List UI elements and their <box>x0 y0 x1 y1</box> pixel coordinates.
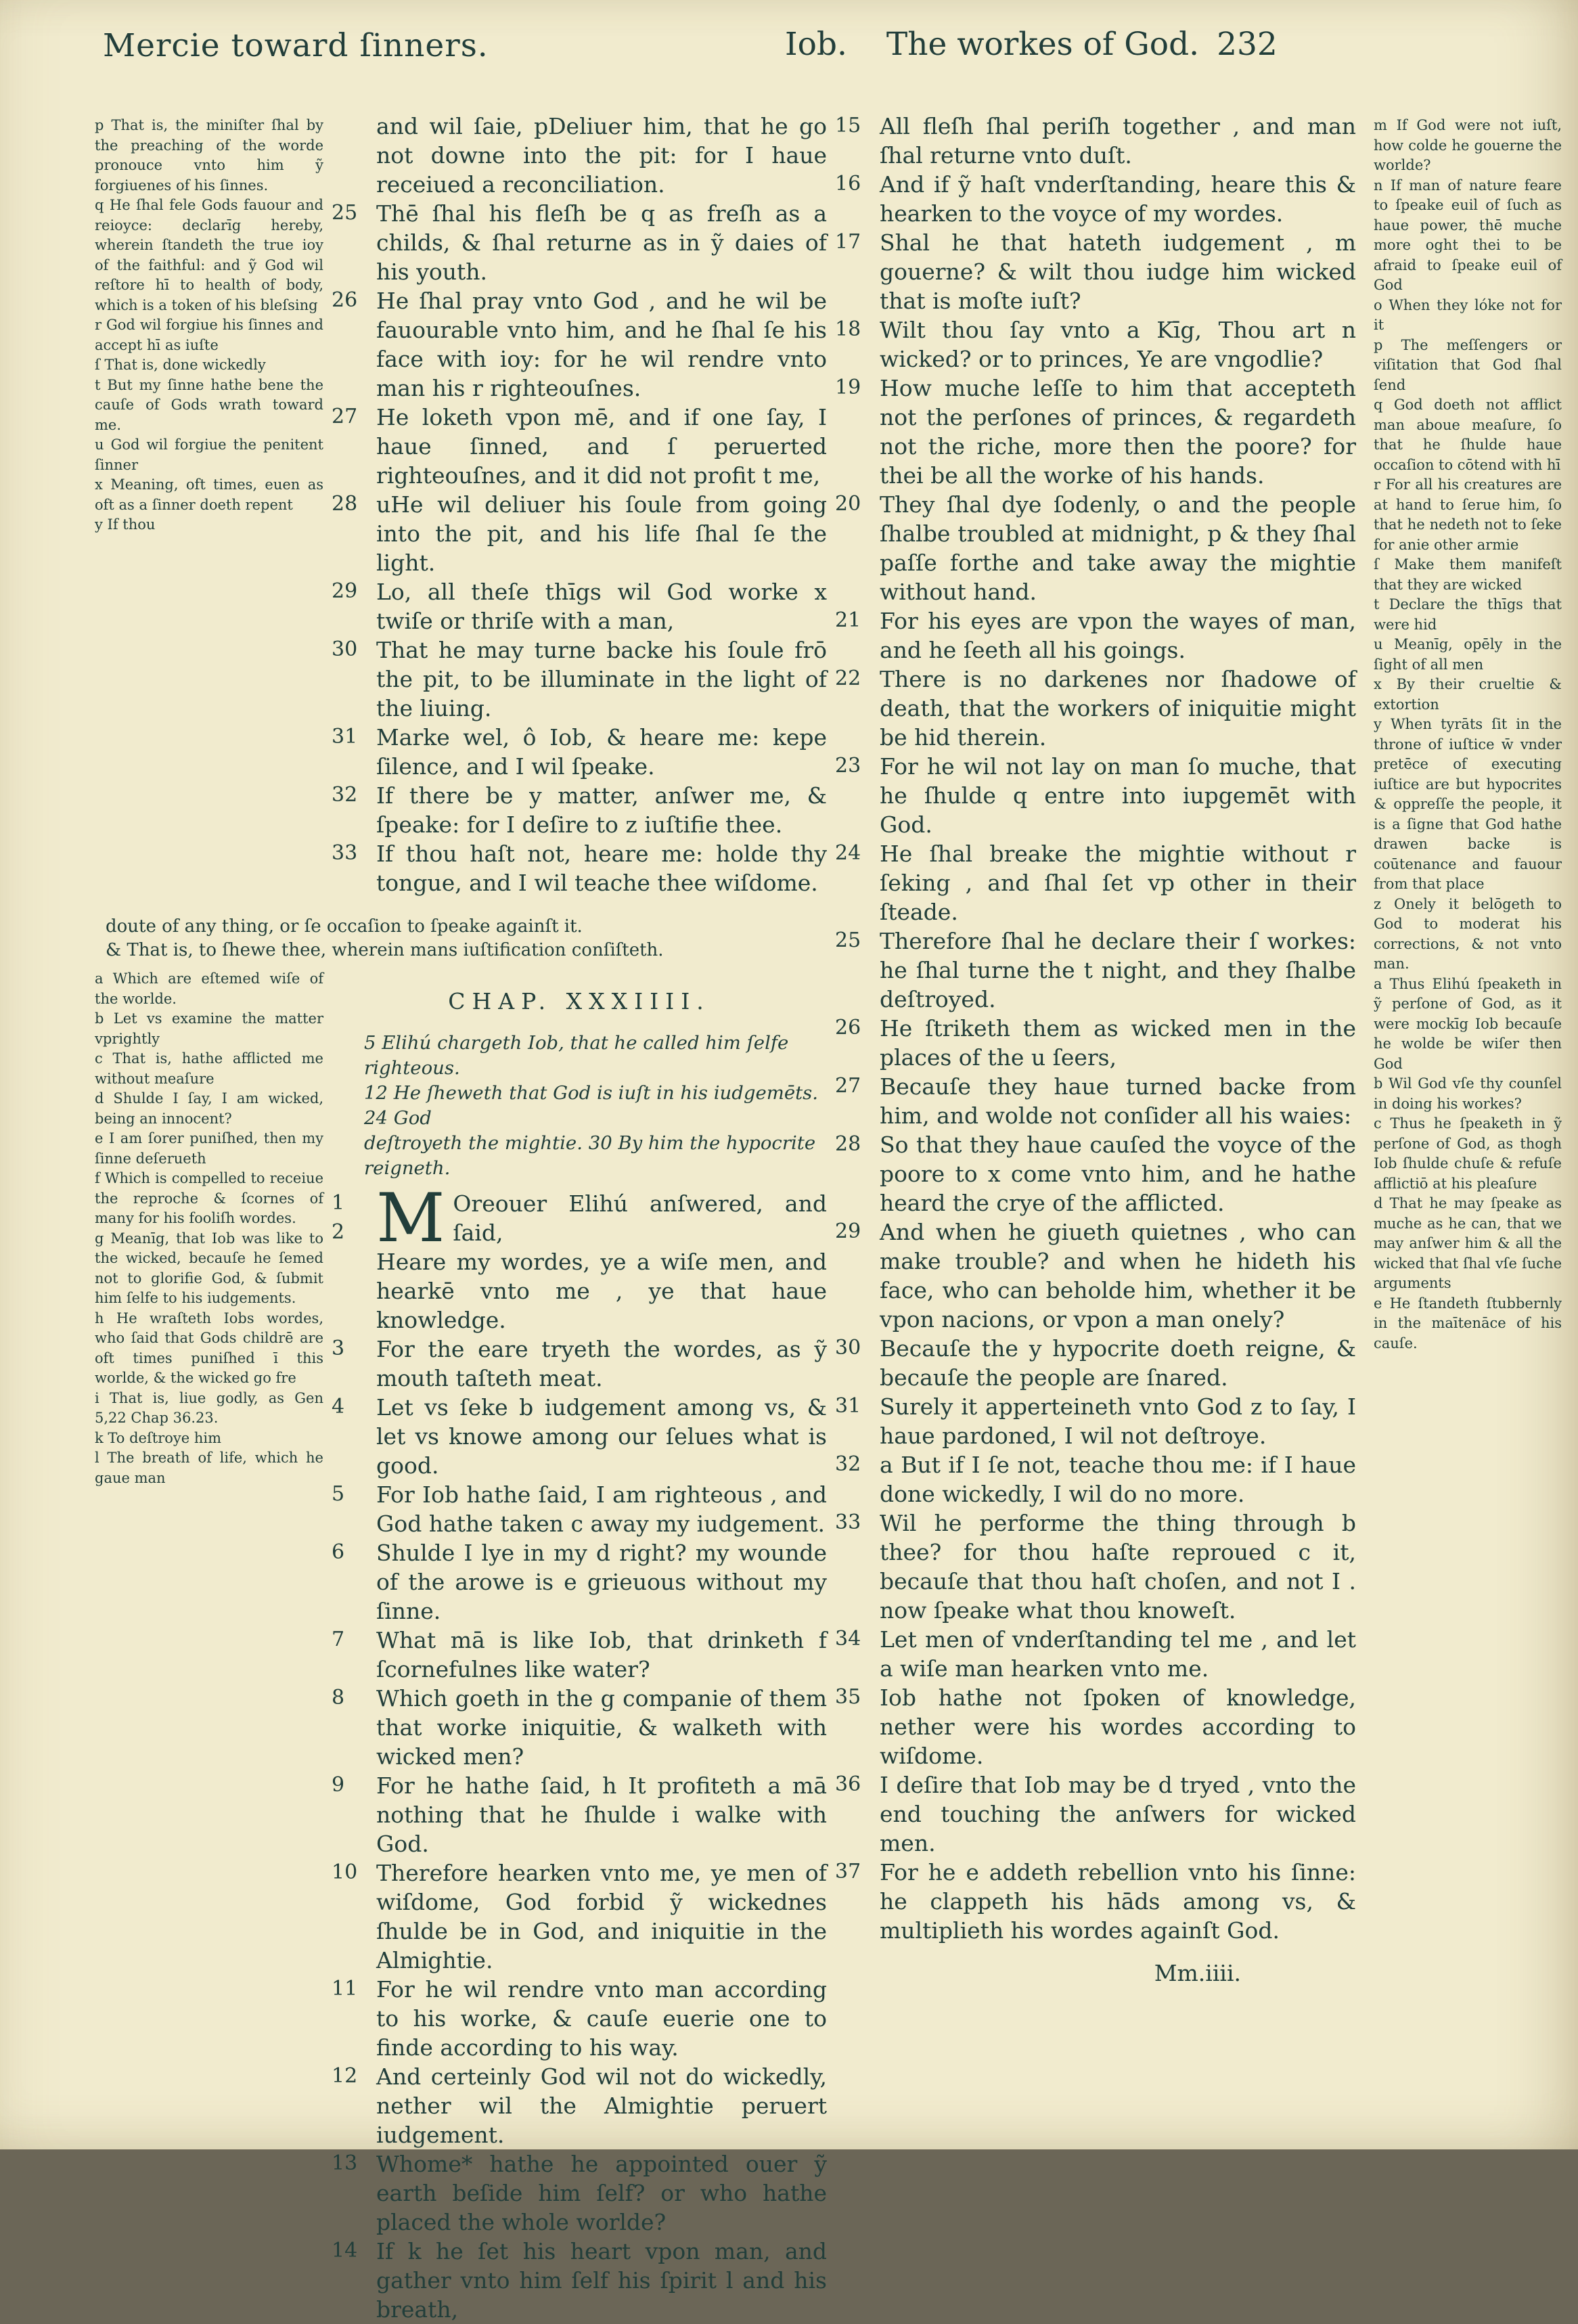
running-head-right <box>785 26 1384 63</box>
margin-note: x By their crueltie & extortion <box>1374 676 1562 713</box>
chapter-argument <box>332 1031 827 1188</box>
verse-text: Oreouer Elihú anſwered, and ſaid, <box>453 1190 827 1246</box>
verse-number: 12 <box>332 2064 358 2088</box>
verse-number: 30 <box>332 638 358 661</box>
margin-note: x Meaning, oft times, euen as oft as a ſinner doeth repent <box>95 476 323 513</box>
verse <box>835 1450 1356 1509</box>
verse-text: If thou haſt not, heare me: holde thy tongue, and I wil teache thee wiſdome. <box>376 841 827 896</box>
verse-number: 27 <box>332 405 358 428</box>
verse-number: 37 <box>835 1860 861 1883</box>
verse-list-ch33 <box>332 199 827 897</box>
verse-text: Whome* hathe he appointed ouer ỹ earth beſide him ſelf? or who hathe placed the whole worlde? <box>376 2151 827 2235</box>
verse-number: 32 <box>332 783 358 807</box>
verse-text: He ſhal breake the mightie without r ſeking , and ſhal ſet vp other in their ſteade. <box>880 841 1356 925</box>
verse-number: 31 <box>332 725 358 748</box>
verse <box>835 1625 1356 1683</box>
verse-numbers <box>332 1189 376 1335</box>
running-head <box>0 0 1578 112</box>
verse <box>835 1392 1356 1450</box>
verse-number: 2 <box>332 1220 345 1244</box>
verse-number: 10 <box>332 1860 358 1884</box>
verse-number: 11 <box>332 1977 358 2001</box>
margin-note: r God wil forgiue his ſinnes and accept hī as iuſte <box>95 317 323 353</box>
verse-text: For the eare tryeth the wordes, as ỹ mouth taſteth meat. <box>376 1336 827 1391</box>
verse-text: And certeinly God wil not do wickedly, nether wil the Almightie peruert iudgement. <box>376 2063 827 2148</box>
margin-note: m If God were not iuſt, how colde he gouerne the worlde? <box>1374 117 1562 173</box>
margin-note: ſ Make them manifeſt that they are wicked <box>1374 556 1562 593</box>
verse <box>835 374 1356 490</box>
verse-text: Therefore hearken vnto me, ye men of wiſdome, God forbid ỹ wickednes ſhulde be in God, and iniquitie in the Almightie. <box>376 1860 827 1973</box>
margin-note: a Which are eſtemed wiſe of the worlde. <box>95 970 323 1007</box>
verse <box>332 577 827 635</box>
margin-note: z Onely it belōgeth to God to moderat his corrections, & not vnto man. <box>1374 895 1562 972</box>
verse <box>332 839 827 897</box>
verse <box>332 635 827 723</box>
verse-number: 21 <box>835 608 861 632</box>
verse-number: 25 <box>835 929 861 952</box>
verse-text: Therefore ſhal he declare their ſ workes: he ſhal turne the t night, and they ſhalbe deſtroyed. <box>880 928 1356 1012</box>
verse <box>332 781 827 839</box>
verse-number: 14 <box>332 2239 358 2262</box>
verse <box>332 1975 827 2062</box>
verse-text: He ſhal pray vnto God , and he wil be fauourable vnto him, and he ſhal ſe his face with ioy: for he wil rendre vnto man his r righteouſnes. <box>376 288 827 401</box>
verse-text: Shal he that hateth iudgement , m gouerne? & wilt thou iudge him wicked that is moſte iuſt? <box>880 229 1356 314</box>
verse-text: Heare my wordes, ye a wiſe men, and hearkē vnto me , ye that haue knowledge. <box>376 1249 827 1333</box>
verse-list-ch34 <box>332 1335 827 2324</box>
verse <box>332 403 827 490</box>
column2 <box>835 112 1356 1986</box>
verse-text: What mā is like Iob, that drinketh f ſcornefulnes like water? <box>376 1627 827 1682</box>
chapter-heading: CHAP. XXXIIII. <box>448 988 711 1014</box>
margin-note: q He ſhal fele Gods fauour and reioyce: declarīg hereby, wherein ſtandeth the true ioy of the faithful: and ỹ God wil reſtore hī to health of body, which is a token of his bleſsing <box>95 197 323 313</box>
verse <box>835 606 1356 665</box>
verse-number: 29 <box>835 1220 861 1243</box>
verse-number: 3 <box>332 1337 345 1360</box>
verse <box>835 1509 1356 1625</box>
verse-text: So that they haue cauſed the voyce of the poore to x come vnto him, and he hathe heard the crye of the afflicted. <box>880 1132 1356 1216</box>
margin-note: t Declare the thīgs that were hid <box>1374 596 1562 633</box>
verse-continuation <box>332 112 827 199</box>
margin-note: u God wil forgiue the penitent ſinner <box>95 437 323 473</box>
verse-number: 5 <box>332 1482 345 1506</box>
chapter-opening <box>332 1180 827 1335</box>
margin-note: e He ſtandeth ſtubbernly in the maītenāce of his cauſe. <box>1374 1295 1562 1351</box>
verse-number: 33 <box>835 1511 861 1534</box>
verse-text: For he hathe ſaid, h It profiteth a mā nothing that he ſhulde i walke with God. <box>376 1772 827 1857</box>
left-margin-notes-lower <box>95 965 323 1488</box>
drop-cap: M <box>376 1180 445 1257</box>
verse-number: 17 <box>835 230 861 254</box>
signature-mark: Mm.iiii. <box>1154 1960 1241 1986</box>
margin-note: r For all his creatures are at hand to ſerue him, ſo that he nedeth not to ſeke for anie other armie <box>1374 476 1562 553</box>
verse-text: and wil ſaie, pDeliuer him, that he go not downe into the pit: for I haue receiued a reconciliation. <box>376 113 827 198</box>
left-margin-notes-upper <box>95 112 323 535</box>
verse-text: Marke wel, ô Iob, & heare me: kepe ſilence, and I wil ſpeake. <box>376 724 827 780</box>
margin-note: h He wraſteth Iobs wordes, who ſaid that Gods childrē are oft times puniſhed ī this worlde, & the wicked go fre <box>95 1310 323 1386</box>
right-margin-notes <box>1364 112 1562 1354</box>
verse <box>835 1770 1356 1858</box>
verse-text: If k he ſet his heart vpon man, and gather vnto him ſelf his ſpirit l and his breath, <box>376 2238 827 2323</box>
verse-number: 24 <box>835 841 861 865</box>
verse <box>835 1683 1356 1770</box>
verse <box>835 1217 1356 1334</box>
verse <box>332 1771 827 1858</box>
verse-number: 35 <box>835 1685 861 1709</box>
verse-number: 28 <box>332 492 358 516</box>
verse-text: Lo, all theſe thīgs wil God worke x twiſe or thriſe with a man, <box>376 579 827 634</box>
verse-list-col2 <box>835 112 1356 1945</box>
verse-number: 7 <box>332 1628 345 1651</box>
verse <box>835 1072 1356 1130</box>
verse-text: Which goeth in the g companie of them that worke iniquitie, & walketh with wicked men? <box>376 1685 827 1770</box>
verse-number: 33 <box>332 841 358 865</box>
verse-text: I deſire that Iob may be d tryed , vnto the end touching the anſwers for wicked men. <box>880 1772 1356 1856</box>
verse-number: 22 <box>835 667 861 690</box>
verse <box>332 199 827 286</box>
margin-note: i That is, liue godly, as Gen 5,22 Chap 36.23. <box>95 1389 323 1426</box>
verse-text: For his eyes are vpon the wayes of man, and he ſeeth all his goings. <box>880 608 1356 663</box>
verse <box>332 2062 827 2149</box>
verse-number: 25 <box>332 201 358 225</box>
opening-text <box>376 1180 827 1335</box>
verse-number: 34 <box>835 1627 861 1651</box>
margin-note: k To deſtroye him <box>95 1429 221 1446</box>
column1-ch33 <box>332 112 827 897</box>
verse-text: uHe wil deliuer his ſoule from going into the pit, and his life ſhal ſe the light. <box>376 491 827 576</box>
verse-text: For he e addeth rebellion vnto his ſinne: he clappeth his hāds among vs, & multiplieth his wordes againſt God. <box>880 1859 1356 1944</box>
margin-note: y When tyrāts ſit in the throne of iuſtice w̄ vnder pretēce of executing iuſtice are but hypocrites & oppreſſe the people, it is a ſigne that God hathe drawen backe is coūtenance and fauour from that place <box>1374 716 1562 892</box>
page-number: 232 <box>1217 26 1278 63</box>
verse-text: All fleſh ſhal periſh together , and man ſhal returne vnto duſt. <box>880 113 1356 169</box>
verse-number: 27 <box>835 1074 861 1098</box>
verse-text: For he wil rendre vnto man according to his worke, & cauſe euerie one to finde according to his way. <box>376 1976 827 2061</box>
verse-number: 23 <box>835 754 861 778</box>
verse <box>835 490 1356 606</box>
verse <box>835 839 1356 926</box>
verse-text: And if ỹ haſt vnderſtanding, heare this & hearken to the voyce of my wordes. <box>880 171 1356 227</box>
verse-number: 31 <box>835 1394 861 1418</box>
verse <box>332 1393 827 1480</box>
verse-text: Iob hathe not ſpoken of knowledge, nether were his wordes according to wiſdome. <box>880 1684 1356 1769</box>
verse-text: And when he giueth quietnes , who can make trouble? and when he hideth his face, who can beholde him, whether it be vpon nacions, or vpon a man onely? <box>880 1219 1356 1333</box>
footnote-line: doute of any thing, or ſe occaſion to ſpeake againſt it. <box>106 916 583 937</box>
margin-note: c That is, hathe afflicted me without meaſure <box>95 1050 323 1087</box>
verse-text: Wilt thou ſay vnto a Kīg, Thou art n wicked? or to princes, Ye are vngodlie? <box>880 317 1356 372</box>
verse-number: 4 <box>332 1395 345 1418</box>
verse-number <box>332 112 376 199</box>
verse <box>835 170 1356 228</box>
verse-text: He loketh vpon mē, and if one ſay, I haue ſinned, and ſ peruerted righteouſnes, and it did not profit t me, <box>376 404 827 489</box>
verse-number: 9 <box>332 1773 345 1797</box>
verse <box>835 1014 1356 1072</box>
margin-note: a Thus Elihú ſpeaketh in ỹ perſone of God, as it were mockīg Iob becauſe he wolde be wiſer then God <box>1374 975 1562 1072</box>
verse-text: Becauſe the y hypocrite doeth reigne, & becauſe the people are ſnared. <box>880 1335 1356 1391</box>
verse-text: He ſtriketh them as wicked men in the places of the u ſeers, <box>880 1015 1356 1071</box>
verse <box>835 752 1356 839</box>
verse-number: 30 <box>835 1336 861 1360</box>
margin-note: p That is, the miniſter ſhal by the preaching of the worde pronouce vnto him ỹ forgiuenes of his ſinnes. <box>95 117 323 194</box>
verse <box>332 1538 827 1626</box>
verse-text: Let men of vnderſtanding tel me , and let a wiſe man hearken vnto me. <box>880 1626 1356 1682</box>
verse-text: Thē ſhal his fleſh be q as freſh as a childs, & ſhal returne as in ỹ daies of his youth. <box>376 200 827 285</box>
margin-note: e I am ſorer puniſhed, then my ſinne deſerueth <box>95 1130 323 1167</box>
verse <box>332 1858 827 1975</box>
verse <box>332 2237 827 2324</box>
verse-text: That he may turne backe his ſoule frō the pit, to be illuminate in the light of the liuing. <box>376 637 827 721</box>
footnote-line: & That is, to ſhewe thee, wherein mans iuſtification conſiſteth. <box>106 940 664 960</box>
footnote-block <box>95 897 827 965</box>
verse-number: 32 <box>835 1452 861 1476</box>
verse <box>835 1858 1356 1945</box>
verse-text: For Iob hathe ſaid, I am righteous , and God hathe taken c away my iudgement. <box>376 1481 827 1537</box>
verse-text: Becauſe they haue turned backe from him, and wolde not conſider all his waies: <box>880 1073 1356 1129</box>
margin-note: y If thou <box>95 516 156 533</box>
verse-text: Shulde I lye in my d right? my wounde of the arowe is e grieuous without my ſinne. <box>376 1540 827 1624</box>
verse <box>332 1335 827 1393</box>
verse-text: There is no darkenes nor ſhadowe of death, that the workers of iniquitie might be hid therein. <box>880 666 1356 751</box>
page-body <box>0 112 1578 2324</box>
margin-note: b Wil God vſe thy counſel in doing his workes? <box>1374 1075 1562 1112</box>
verse <box>332 723 827 781</box>
running-head-left: Mercie toward ſinners. <box>103 27 489 64</box>
margin-note: q God doeth not afflict man aboue meaſure, ſo that he ſhulde haue occaſion to cōtend with hī <box>1374 397 1562 473</box>
verse <box>332 286 827 403</box>
verse <box>332 1684 827 1771</box>
verse <box>332 2149 827 2237</box>
verse-text: Wil he performe the thing through b thee? for thou haſte reproued c it, becauſe that thou haſt choſen, and not I . now ſpeake what thou knoweſt. <box>880 1510 1356 1624</box>
chapter-argument-line: deſtroyeth the mightie. 30 By him the hypocrite reigneth. <box>364 1132 816 1179</box>
margin-note: n If man of nature feare to ſpeake euil of ſuch as haue power, thē muche more oght thei to be afraid to ſpeake euil of God <box>1374 177 1562 293</box>
verse <box>332 1480 827 1538</box>
verse-number: 13 <box>332 2151 358 2175</box>
margin-note: l The breath of life, which he gaue man <box>95 1450 323 1486</box>
verse-number: 8 <box>332 1686 345 1710</box>
verse-number: 28 <box>835 1132 861 1156</box>
right-margin <box>1364 112 1562 1354</box>
verse <box>835 665 1356 752</box>
margin-note: t But my ſinne hathe bene the cauſe of Gods wrath toward me. <box>95 376 323 433</box>
verse-number: 26 <box>332 288 358 312</box>
verse <box>835 1334 1356 1392</box>
verse-text: a But if I ſe not, teache thou me: if I haue done wickedly, I wil do no more. <box>880 1452 1356 1507</box>
verse-number: 18 <box>835 317 861 341</box>
margin-note: o When they lóke not for it <box>1374 296 1562 333</box>
margin-note: f Which is compelled to receiue the reproche & ſcornes of many for his fooliſh wordes. <box>95 1170 323 1226</box>
margin-note: u Meanīg, opēly in the ſight of all men <box>1374 636 1562 673</box>
verse-text: For he wil not lay on man ſo muche, that he ſhulde q entre into iupgemēt with God. <box>880 753 1356 838</box>
verse-number: 19 <box>835 376 861 399</box>
margin-note: d Shulde I ſay, I am wicked, being an innocent? <box>95 1090 323 1127</box>
verse-text: How muche leſſe to him that accepteth not the perſones of princes, & regardeth not the riche, more then the poore? for thei be all the worke of his hands. <box>880 375 1356 489</box>
running-head-book: Iob. <box>785 26 847 63</box>
verse-number: 1 <box>332 1191 345 1215</box>
chapter-argument-line: 5 Elihú chargeth Iob, that he called him ſelfe righteous. <box>364 1032 789 1079</box>
verse <box>835 228 1356 315</box>
margin-note: b Let vs examine the matter vprightly <box>95 1010 323 1047</box>
verse <box>835 926 1356 1014</box>
verse-number: 26 <box>835 1016 861 1040</box>
verse-text: They ſhal dye ſodenly, o and the people ſhalbe troubled at midnight, p & they ſhal paſſe forthe and take away the mightie without hand. <box>880 491 1356 605</box>
verse-number: 15 <box>835 114 861 137</box>
verse-number: 16 <box>835 172 861 196</box>
margin-note: p The meſſengers or viſitation that God ſhal ſend <box>1374 336 1562 393</box>
verse <box>835 315 1356 374</box>
margin-note: g Meanīg, that Iob was like to the wicked, becauſe he ſemed not to glorifie God, & ſubmit him ſelfe to his iudgements. <box>95 1230 323 1306</box>
verse-number: 36 <box>835 1772 861 1796</box>
verse-text: Surely it apperteineth vnto God z to ſay, I haue pardoned, I wil not deſtroye. <box>880 1393 1356 1449</box>
chapter-argument-line: 12 He ſheweth that God is iuſt in his iudgemēts. 24 God <box>364 1082 819 1129</box>
verse <box>332 1626 827 1684</box>
margin-note: c Thus he ſpeaketh in ỹ perſone of God, as thogh Iob ſhulde chuſe & refuſe afflictiō at his pleaſure <box>1374 1115 1562 1192</box>
verse-text: Let vs ſeke b iudgement among vs, & let vs knowe among our ſelues what is good. <box>376 1394 827 1479</box>
verse <box>835 1130 1356 1217</box>
column1-ch34 <box>332 965 827 2324</box>
verse <box>332 490 827 577</box>
verse-text: If there be y matter, anſwer me, & ſpeake: for I deſire to z iuſtifie thee. <box>376 782 827 838</box>
verse-number: 29 <box>332 579 358 603</box>
margin-note: ſ That is, done wickedly <box>95 357 266 373</box>
verse-number: 20 <box>835 492 861 516</box>
running-head-title: The workes of God. <box>886 26 1200 63</box>
verse <box>835 112 1356 170</box>
verse-number: 6 <box>332 1540 345 1564</box>
margin-note: d That he may ſpeake as muche as he can, that we may anſwer him & all the wicked that ſhal vſe ſuche arguments <box>1374 1195 1562 1291</box>
